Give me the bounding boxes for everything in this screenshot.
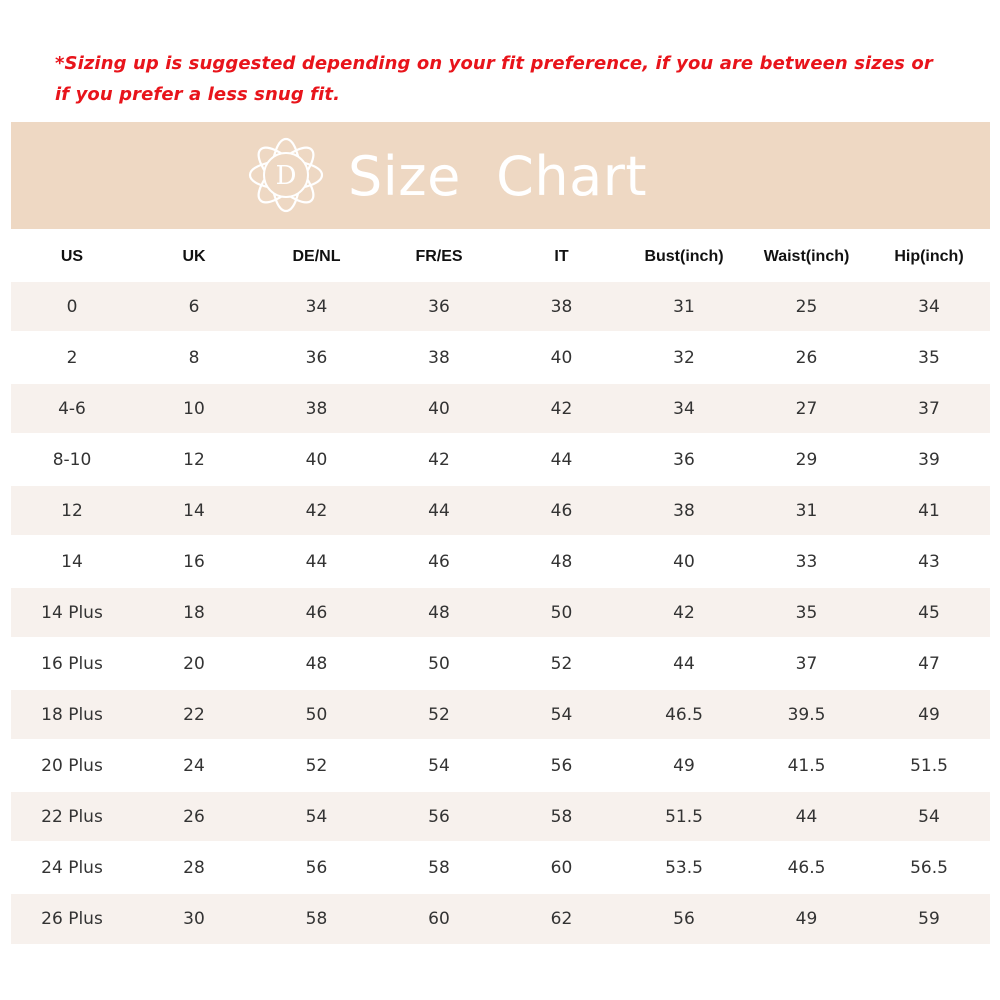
table-cell-uk: 12 [133, 434, 255, 485]
table-row [11, 332, 990, 383]
table-cell-bust: 51.5 [623, 791, 745, 842]
table-cell-it: 46 [500, 485, 623, 536]
table-cell-it: 52 [500, 638, 623, 689]
table-cell-hip: 35 [868, 332, 990, 383]
table-cell-de-nl: 42 [255, 485, 378, 536]
table-cell-hip: 39 [868, 434, 990, 485]
table-cell-bust: 40 [623, 536, 745, 587]
table-cell-hip: 34 [868, 281, 990, 332]
table-cell-hip: 56.5 [868, 842, 990, 893]
table-cell-fr-es: 54 [378, 740, 500, 791]
table-cell-fr-es: 46 [378, 536, 500, 587]
size-chart-title: Size Chart [348, 145, 648, 208]
brand-logo-icon [238, 127, 334, 223]
table-cell-us: 4-6 [11, 383, 133, 434]
table-cell-hip: 59 [868, 893, 990, 944]
table-cell-uk: 14 [133, 485, 255, 536]
column-header-it: IT [554, 247, 569, 265]
table-cell-waist: 31 [745, 485, 868, 536]
logo-letter: D [275, 161, 297, 191]
sizing-note-line-2: if you prefer a less snug fit. [55, 84, 341, 105]
table-cell-waist: 35 [745, 587, 868, 638]
table-row [11, 587, 990, 638]
table-cell-de-nl: 34 [255, 281, 378, 332]
table-cell-bust: 38 [623, 485, 745, 536]
table-cell-waist: 33 [745, 536, 868, 587]
table-cell-de-nl: 40 [255, 434, 378, 485]
table-cell-hip: 54 [868, 791, 990, 842]
table-cell-fr-es: 56 [378, 791, 500, 842]
table-row [11, 383, 990, 434]
table-cell-fr-es: 52 [378, 689, 500, 740]
table-cell-de-nl: 44 [255, 536, 378, 587]
table-cell-de-nl: 48 [255, 638, 378, 689]
column-header-waist: Waist(inch) [763, 247, 850, 265]
table-cell-bust: 34 [623, 383, 745, 434]
table-cell-it: 38 [500, 281, 623, 332]
sizing-note [55, 48, 955, 110]
table-cell-hip: 37 [868, 383, 990, 434]
table-cell-bust: 46.5 [623, 689, 745, 740]
table-cell-fr-es: 60 [378, 893, 500, 944]
table-cell-uk: 24 [133, 740, 255, 791]
column-header-fr-es: FR/ES [415, 247, 463, 265]
table-cell-waist: 26 [745, 332, 868, 383]
table-cell-fr-es: 50 [378, 638, 500, 689]
table-cell-waist: 44 [745, 791, 868, 842]
table-cell-fr-es: 42 [378, 434, 500, 485]
table-cell-us: 2 [11, 332, 133, 383]
table-cell-fr-es: 36 [378, 281, 500, 332]
column-header-de-nl: DE/NL [292, 247, 341, 265]
table-cell-it: 54 [500, 689, 623, 740]
table-cell-waist: 49 [745, 893, 868, 944]
table-cell-it: 42 [500, 383, 623, 434]
table-cell-us: 14 Plus [11, 587, 133, 638]
table-row [11, 485, 990, 536]
table-cell-hip: 49 [868, 689, 990, 740]
table-cell-uk: 18 [133, 587, 255, 638]
table-cell-de-nl: 38 [255, 383, 378, 434]
table-cell-bust: 44 [623, 638, 745, 689]
table-cell-us: 18 Plus [11, 689, 133, 740]
table-cell-bust: 32 [623, 332, 745, 383]
table-cell-fr-es: 58 [378, 842, 500, 893]
table-cell-it: 44 [500, 434, 623, 485]
table-cell-uk: 30 [133, 893, 255, 944]
table-cell-de-nl: 52 [255, 740, 378, 791]
table-row [11, 893, 990, 944]
table-cell-us: 0 [11, 281, 133, 332]
table-cell-fr-es: 38 [378, 332, 500, 383]
table-cell-us: 14 [11, 536, 133, 587]
table-cell-uk: 26 [133, 791, 255, 842]
table-cell-us: 24 Plus [11, 842, 133, 893]
table-cell-bust: 42 [623, 587, 745, 638]
table-row [11, 434, 990, 485]
table-header-row [11, 233, 990, 281]
table-cell-uk: 16 [133, 536, 255, 587]
table-cell-it: 60 [500, 842, 623, 893]
column-header-us: US [60, 247, 84, 265]
sizing-note-line-1: *Sizing up is suggested depending on your fit preference, if you are between sizes or [55, 53, 933, 74]
table-cell-us: 20 Plus [11, 740, 133, 791]
table-cell-waist: 29 [745, 434, 868, 485]
column-header-hip: Hip(inch) [894, 247, 964, 265]
table-cell-de-nl: 58 [255, 893, 378, 944]
table-cell-waist: 41.5 [745, 740, 868, 791]
table-cell-it: 50 [500, 587, 623, 638]
column-header-bust: Bust(inch) [644, 247, 724, 265]
size-table [11, 233, 990, 944]
table-cell-bust: 49 [623, 740, 745, 791]
table-cell-de-nl: 56 [255, 842, 378, 893]
table-cell-uk: 10 [133, 383, 255, 434]
table-cell-it: 58 [500, 791, 623, 842]
table-cell-uk: 6 [133, 281, 255, 332]
table-cell-bust: 36 [623, 434, 745, 485]
table-cell-de-nl: 50 [255, 689, 378, 740]
table-cell-uk: 22 [133, 689, 255, 740]
table-body [11, 281, 990, 944]
table-cell-de-nl: 46 [255, 587, 378, 638]
table-row [11, 281, 990, 332]
table-row [11, 536, 990, 587]
table-cell-waist: 39.5 [745, 689, 868, 740]
table-cell-us: 16 Plus [11, 638, 133, 689]
table-cell-hip: 41 [868, 485, 990, 536]
table-cell-hip: 47 [868, 638, 990, 689]
table-cell-fr-es: 40 [378, 383, 500, 434]
table-cell-de-nl: 54 [255, 791, 378, 842]
table-cell-bust: 56 [623, 893, 745, 944]
table-row [11, 689, 990, 740]
table-row [11, 791, 990, 842]
table-cell-it: 48 [500, 536, 623, 587]
table-cell-uk: 28 [133, 842, 255, 893]
table-cell-waist: 46.5 [745, 842, 868, 893]
table-cell-fr-es: 48 [378, 587, 500, 638]
table-cell-de-nl: 36 [255, 332, 378, 383]
table-cell-it: 40 [500, 332, 623, 383]
table-cell-waist: 25 [745, 281, 868, 332]
table-cell-uk: 8 [133, 332, 255, 383]
table-cell-us: 12 [11, 485, 133, 536]
table-cell-us: 8-10 [11, 434, 133, 485]
table-cell-it: 62 [500, 893, 623, 944]
table-cell-it: 56 [500, 740, 623, 791]
table-cell-hip: 45 [868, 587, 990, 638]
table-cell-uk: 20 [133, 638, 255, 689]
table-cell-hip: 43 [868, 536, 990, 587]
table-cell-us: 26 Plus [11, 893, 133, 944]
table-cell-fr-es: 44 [378, 485, 500, 536]
table-cell-hip: 51.5 [868, 740, 990, 791]
table-row [11, 638, 990, 689]
table-cell-waist: 37 [745, 638, 868, 689]
table-cell-us: 22 Plus [11, 791, 133, 842]
table-cell-bust: 31 [623, 281, 745, 332]
table-row [11, 740, 990, 791]
column-header-uk: UK [182, 247, 206, 265]
table-cell-waist: 27 [745, 383, 868, 434]
table-row [11, 842, 990, 893]
table-cell-bust: 53.5 [623, 842, 745, 893]
